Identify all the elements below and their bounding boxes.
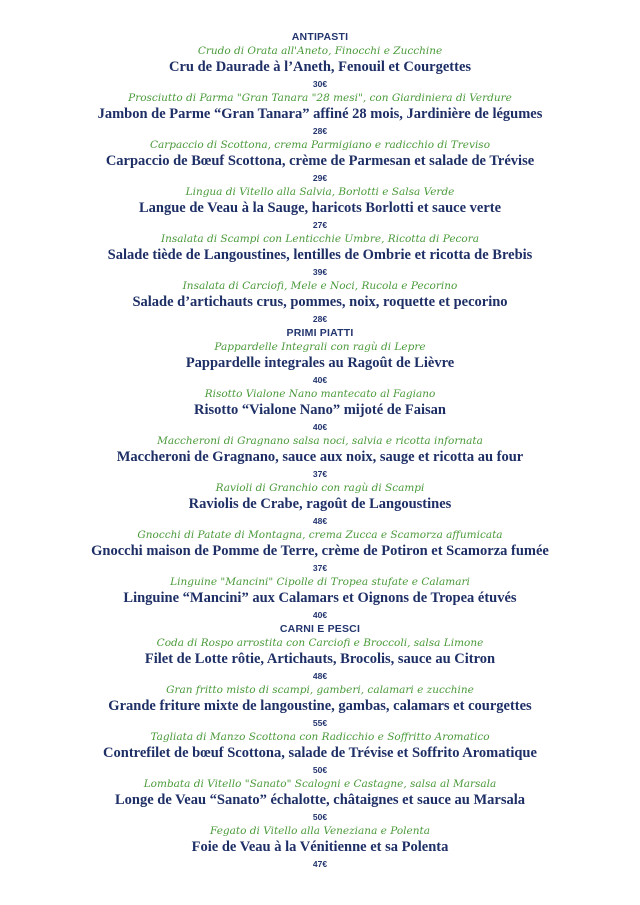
dish-price: 28€ bbox=[312, 126, 328, 136]
menu-item bbox=[0, 91, 640, 138]
menu-item bbox=[0, 824, 640, 871]
dish-name-french: Foie de Veau à la Vénitienne et sa Polenta bbox=[191, 839, 449, 855]
menu-item bbox=[0, 185, 640, 232]
dish-name-french: Maccheroni de Gragnano, sauce aux noix, sauge et ricotta au four bbox=[116, 449, 524, 465]
menu-item bbox=[0, 138, 640, 185]
menu-item bbox=[0, 575, 640, 622]
dish-name-french: Linguine “Mancini” aux Calamars et Oignons de Tropea étuvés bbox=[123, 590, 517, 606]
menu-item bbox=[0, 528, 640, 575]
dish-price: 48€ bbox=[312, 516, 328, 526]
dish-price: 30€ bbox=[312, 79, 328, 89]
dish-name-french: Risotto “Vialone Nano” mijoté de Faisan bbox=[194, 402, 446, 418]
menu-page bbox=[0, 30, 640, 871]
dish-price: 47€ bbox=[312, 859, 328, 869]
dish-name-italian: Pappardelle Integrali con ragù di Lepre bbox=[214, 341, 426, 353]
dish-name-french: Langue de Veau à la Sauge, haricots Borlotti et sauce verte bbox=[138, 200, 502, 216]
dish-name-italian: Gran fritto misto di scampi, gamberi, calamari e zucchine bbox=[166, 684, 474, 696]
dish-price: 39€ bbox=[312, 267, 328, 277]
dish-name-italian: Risotto Vialone Nano mantecato al Fagiano bbox=[204, 388, 436, 400]
dish-name-french: Longe de Veau “Sanato” échalotte, châtaignes et sauce au Marsala bbox=[114, 792, 525, 808]
dish-name-italian: Fegato di Vitello alla Veneziana e Polenta bbox=[210, 825, 430, 837]
section-title: PRIMI PIATTI bbox=[286, 327, 354, 339]
menu-item bbox=[0, 232, 640, 279]
dish-price: 37€ bbox=[312, 563, 328, 573]
dish-name-italian: Coda di Rospo arrostita con Carciofi e Broccoli, salsa Limone bbox=[156, 637, 484, 649]
dish-price: 50€ bbox=[312, 812, 328, 822]
dish-name-french: Raviolis de Crabe, ragoût de Langoustines bbox=[188, 496, 452, 512]
dish-name-french: Pappardelle integrales au Ragoût de Lièvre bbox=[185, 355, 455, 371]
dish-name-french: Cru de Daurade à l’Aneth, Fenouil et Courgettes bbox=[168, 59, 472, 75]
section-title: ANTIPASTI bbox=[291, 31, 349, 43]
section-antipasti bbox=[0, 30, 640, 326]
menu-item bbox=[0, 387, 640, 434]
menu-item bbox=[0, 777, 640, 824]
menu-item bbox=[0, 481, 640, 528]
dish-name-french: Jambon de Parme “Gran Tanara” affiné 28 mois, Jardinière de légumes bbox=[97, 106, 543, 122]
dish-name-italian: Crudo di Orata all'Aneto, Finocchi e Zucchine bbox=[197, 45, 443, 57]
dish-price: 40€ bbox=[312, 422, 328, 432]
dish-price: 40€ bbox=[312, 610, 328, 620]
dish-price: 37€ bbox=[312, 469, 328, 479]
dish-name-french: Carpaccio de Bœuf Scottona, crème de Parmesan et salade de Trévise bbox=[105, 153, 535, 169]
dish-name-italian: Linguine "Mancini" Cipolle di Tropea stufate e Calamari bbox=[170, 576, 470, 588]
dish-name-italian: Ravioli di Granchio con ragù di Scampi bbox=[215, 482, 425, 494]
dish-name-italian: Insalata di Carciofi, Mele e Noci, Rucola e Pecorino bbox=[182, 280, 458, 292]
menu-item bbox=[0, 434, 640, 481]
menu-item bbox=[0, 279, 640, 326]
dish-price: 55€ bbox=[312, 718, 328, 728]
section-title: CARNI E PESCI bbox=[279, 623, 361, 635]
dish-name-italian: Prosciutto di Parma "Gran Tanara "28 mesi", con Giardiniera di Verdure bbox=[128, 92, 512, 104]
section-carni-e-pesci bbox=[0, 622, 640, 871]
menu-item bbox=[0, 683, 640, 730]
dish-name-italian: Maccheroni di Gragnano salsa noci, salvia e ricotta infornata bbox=[157, 435, 483, 447]
dish-name-french: Gnocchi maison de Pomme de Terre, crème de Potiron et Scamorza fumée bbox=[91, 543, 549, 559]
dish-price: 40€ bbox=[312, 375, 328, 385]
dish-name-french: Contrefilet de bœuf Scottona, salade de Trévise et Soffrito Aromatique bbox=[103, 745, 537, 761]
dish-name-french: Grande friture mixte de langoustine, gambas, calamars et courgettes bbox=[108, 698, 532, 714]
dish-price: 50€ bbox=[312, 765, 328, 775]
dish-name-french: Salade tiède de Langoustines, lentilles de Ombrie et ricotta de Brebis bbox=[107, 247, 533, 263]
dish-name-french: Salade d’artichauts crus, pommes, noix, roquette et pecorino bbox=[132, 294, 508, 310]
dish-price: 27€ bbox=[312, 220, 328, 230]
menu-item bbox=[0, 340, 640, 387]
dish-price: 29€ bbox=[312, 173, 328, 183]
section-primi-piatti bbox=[0, 326, 640, 622]
dish-name-italian: Insalata di Scampi con Lenticchie Umbre, Ricotta di Pecora bbox=[160, 233, 480, 245]
menu-item bbox=[0, 636, 640, 683]
dish-name-french: Filet de Lotte rôtie, Artichauts, Brocolis, sauce au Citron bbox=[144, 651, 496, 667]
menu-item bbox=[0, 730, 640, 777]
dish-name-italian: Gnocchi di Patate di Montagna, crema Zucca e Scamorza affumicata bbox=[137, 529, 503, 541]
dish-name-italian: Carpaccio di Scottona, crema Parmigiano e radicchio di Treviso bbox=[149, 139, 491, 151]
dish-name-italian: Lingua di Vitello alla Salvia, Borlotti e Salsa Verde bbox=[185, 186, 455, 198]
dish-name-italian: Tagliata di Manzo Scottona con Radicchio e Soffritto Aromatico bbox=[150, 731, 490, 743]
dish-name-italian: Lombata di Vitello "Sanato" Scalogni e Castagne, salsa al Marsala bbox=[143, 778, 497, 790]
dish-price: 48€ bbox=[312, 671, 328, 681]
dish-price: 28€ bbox=[312, 314, 328, 324]
menu-item bbox=[0, 44, 640, 91]
